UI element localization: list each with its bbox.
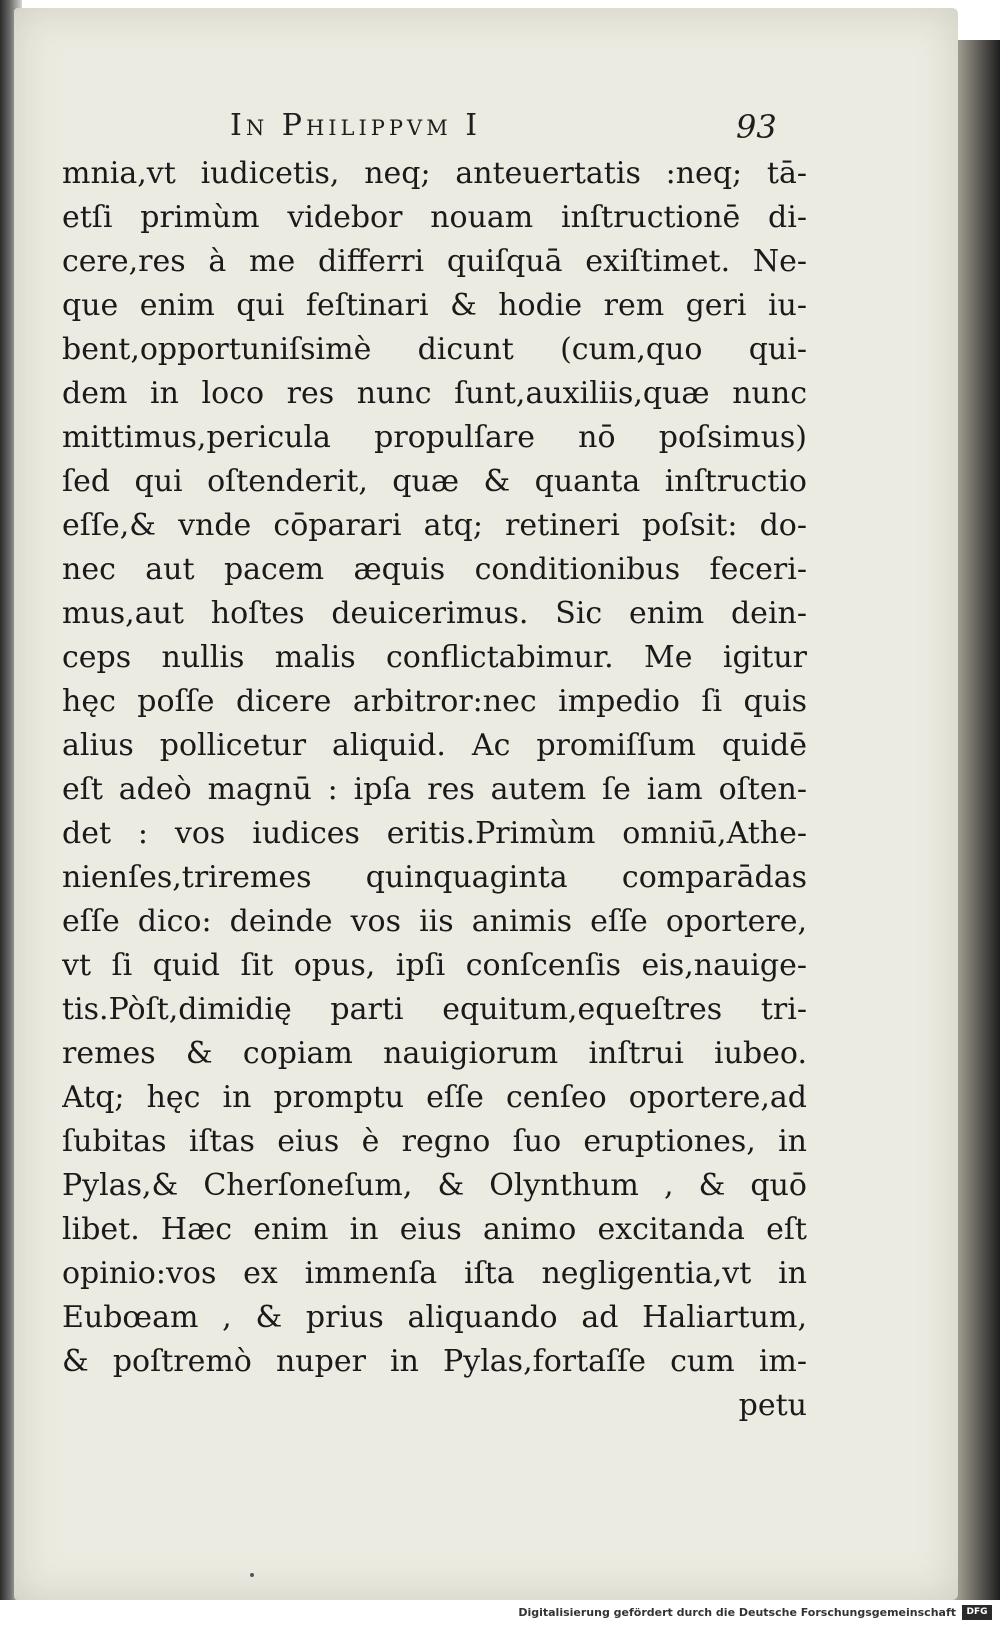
page-header [0,108,1000,148]
text-line: tis.Pòſt,dimidię parti equitum,equeſtres tri- [62,992,807,1027]
text-line: libet. Hæc enim in eius animo excitanda eſt [62,1212,807,1247]
text-line: bent,opportuniſsimè dicunt (cum,quo qui- [62,332,807,367]
text-line: cere,res à me differri quiſquā exiſtimet. Ne- [62,244,807,279]
text-line: mittimus,pericula propulſare nō poſsimus) [62,420,807,455]
text-line: Pylas,& Cherſoneſum, & Olynthum , & quō [62,1168,807,1203]
text-line: Eubœam , & prius aliquando ad Haliartum, [62,1300,807,1335]
funding-credit: Digitalisierung gefördert durch die Deutsche Forschungsgemeinschaft [518,1606,956,1619]
text-line: det : vos iudices eritis.Primùm omniū,Athe- [62,816,807,851]
text-line: remes & copiam nauigiorum inſtrui iubeo. [62,1036,807,1071]
digitization-footer [0,1600,1000,1627]
text-line: que enim qui feſtinari & hodie rem geri iu- [62,288,807,323]
text-line: nienſes,triremes quinquaginta comparādas [62,860,807,895]
text-line: ceps nullis malis conflictabimur. Me igitur [62,640,807,675]
text-line: & poſtremò nuper in Pylas,fortaſſe cum im- [62,1344,807,1379]
page-number: 93 [736,108,777,146]
running-head: In Philippvm I [230,108,482,143]
text-line: eſſe,& vnde cōparari atq; retineri poſsit: do- [62,508,807,543]
text-line: opinio:vos ex immenſa iſta negligentia,vt in [62,1256,807,1291]
text-line: vt ſi quid ſit opus, ipſi conſcenſis eis,nauige- [62,948,807,983]
text-line: ſed qui oſtenderit, quæ & quanta inſtructio [62,464,807,499]
body-text [62,152,807,1428]
text-line: hęc poſſe dicere arbitror:nec impedio ſi quis [62,684,807,719]
text-line: mnia,vt iudicetis, neq; anteuertatis :neq; tā- [62,156,807,191]
text-line: eſt adeò magnū : ipſa res autem ſe iam oſten- [62,772,807,807]
text-line: mus,aut hoſtes deuicerimus. Sic enim dein- [62,596,807,631]
text-line: nec aut pacem æquis conditionibus feceri- [62,552,807,587]
text-line: alius pollicetur aliquid. Ac promiſſum quidē [62,728,807,763]
dfg-logo: DFG [962,1605,992,1620]
text-line: dem in loco res nunc ſunt,auxiliis,quæ nunc [62,376,807,411]
text-line: eſſe dico: deinde vos iis animis eſſe oportere, [62,904,807,939]
text-line: ſubitas iſtas eius è regno ſuo eruptiones, in [62,1124,807,1159]
text-line: Atq; hęc in promptu eſſe cenſeo oportere,ad [62,1080,807,1115]
catchword: petu [738,1388,807,1423]
text-line: etſi primùm videbor nouam inſtructionē di- [62,200,807,235]
ink-speck [250,1573,254,1577]
